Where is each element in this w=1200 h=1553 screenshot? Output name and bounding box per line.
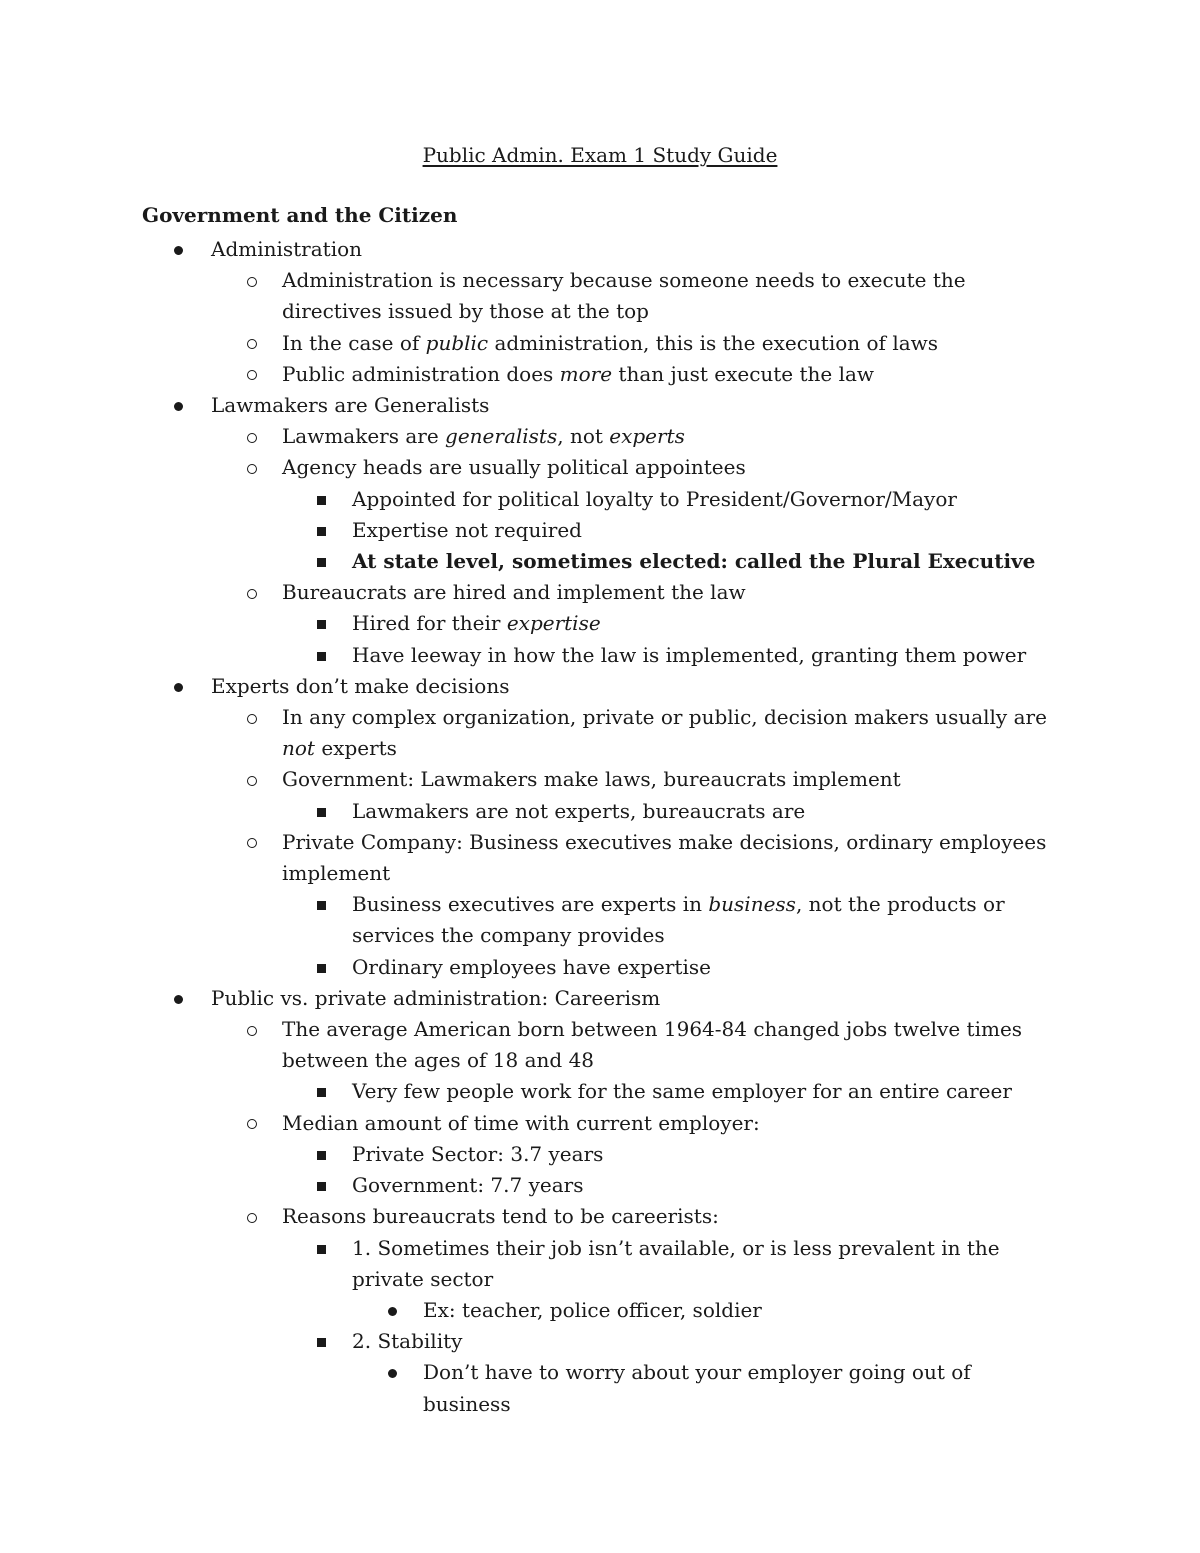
outline-item-level-2 [0, 452, 1057, 483]
circle-bullet-icon [247, 764, 257, 795]
circle-bullet-icon [247, 421, 257, 452]
square-bullet-icon [317, 546, 326, 577]
square-bullet-icon [317, 952, 326, 983]
square-bullet-icon [317, 608, 326, 639]
outline-item-level-3 [0, 484, 1052, 515]
square-bullet-icon [317, 640, 326, 671]
outline-item-level-1 [0, 671, 1061, 702]
outline-item-text: Lawmakers are [282, 424, 446, 449]
outline-item-text: more [559, 361, 613, 386]
circle-bullet-icon [247, 1014, 257, 1045]
outline-item-text: In any complex organization, private or public, decision makers usually are [282, 705, 1047, 730]
square-bullet-icon [317, 1076, 326, 1107]
circle-bullet-icon [247, 577, 257, 608]
outline-item-level-3 [0, 1139, 1052, 1170]
square-bullet-icon [317, 484, 326, 515]
outline-item-text: public [425, 330, 489, 355]
outline-item-level-4 [0, 1295, 1063, 1326]
outline-item-level-2 [0, 265, 1057, 327]
outline-item-text: Bureaucrats are hired and implement the law [282, 580, 746, 605]
circle-bullet-icon [247, 359, 257, 390]
outline-item-text: Very few people work for the same employer for an entire career [352, 1079, 1012, 1104]
page-title: Public Admin. Exam 1 Study Guide [422, 143, 778, 167]
outline-item-text: The average American born between 1964-84 changed jobs twelve times between the ages of 18 and 48 [282, 1017, 1023, 1073]
section-heading: Government and the Citizen [142, 203, 458, 227]
outline-item-level-4 [0, 1357, 1063, 1419]
circle-bullet-icon [247, 1108, 257, 1139]
outline-item-level-3 [0, 889, 1052, 951]
outline-item-text: 2. Stability [352, 1329, 463, 1354]
outline-item-text: administration, this is the execution of laws [488, 330, 939, 355]
outline-item-text: expertise [506, 611, 601, 636]
outline-item-level-3 [0, 1326, 1052, 1357]
outline-item-text: business [708, 892, 796, 917]
outline-item-text: Lawmakers are Generalists [211, 393, 490, 418]
outline-item-level-3 [0, 1076, 1052, 1107]
outline-item-text: experts [314, 736, 397, 761]
outline-item-text: , not the products or services the company provides [352, 892, 1005, 948]
outline-item-text: Private Company: Business executives make decisions, ordinary employees implement [282, 829, 1047, 886]
outline-item-text: Agency heads are usually political appointees [282, 455, 746, 480]
outline-item-text: Administration is necessary because someone needs to execute the directives issued by those at the top [282, 268, 966, 324]
circle-bullet-icon [247, 328, 257, 359]
outline-item-text: Have leeway in how the law is implemented, granting them power [352, 642, 1027, 667]
outline-item-level-1 [0, 390, 1061, 421]
outline-item-text: than just execute the law [612, 361, 875, 386]
outline-item-level-3 [0, 515, 1052, 546]
outline-item-text: Government: Lawmakers make laws, bureaucrats implement [282, 767, 901, 792]
outline-item-level-3 [0, 796, 1052, 827]
outline-item-text: Don’t have to worry about your employer going out of business [423, 1360, 971, 1416]
square-bullet-icon [317, 515, 326, 546]
outline-item-text: Hired for their [352, 611, 507, 636]
outline-item-text: Expertise not required [352, 517, 582, 542]
outline-item-text: Business executives are experts in [352, 892, 709, 917]
outline-list [0, 234, 1200, 1420]
outline-item-text: Reasons bureaucrats tend to be careerists: [282, 1204, 719, 1229]
outline-item-text: not [282, 736, 315, 761]
outline-item-level-2 [0, 1201, 1057, 1232]
dot-bullet-icon [174, 671, 183, 702]
outline-item-text: At state level, sometimes elected: called the Plural Executive [352, 549, 1036, 574]
outline-item-text: Government: 7.7 years [352, 1173, 584, 1198]
outline-item-level-1 [0, 983, 1061, 1014]
outline-item-level-3 [0, 546, 1052, 577]
outline-item-level-1 [0, 234, 1061, 265]
outline-item-text: , not [557, 424, 610, 449]
square-bullet-icon [317, 1233, 326, 1264]
square-bullet-icon [317, 1326, 326, 1357]
outline-item-level-2 [0, 1014, 1057, 1076]
square-bullet-icon [317, 1139, 326, 1170]
outline-item-text: Public administration does [282, 361, 560, 386]
outline-item-level-2 [0, 328, 1057, 359]
outline-item-text: In the case of [282, 330, 426, 355]
outline-item-text: Median amount of time with current employer: [282, 1110, 760, 1135]
outline-item-level-2 [0, 764, 1057, 795]
outline-item-text: generalists [445, 424, 558, 449]
outline-item-level-3 [0, 1170, 1052, 1201]
circle-bullet-icon [247, 452, 257, 483]
outline-item-text: 1. Sometimes their job isn’t available, or is less prevalent in the private sector [352, 1235, 1000, 1291]
outline-item-level-2 [0, 359, 1057, 390]
circle-bullet-icon [247, 702, 257, 733]
outline-item-level-3 [0, 1233, 1052, 1295]
outline-item-level-2 [0, 421, 1057, 452]
outline-item-level-2 [0, 702, 1057, 764]
circle-bullet-icon [247, 1201, 257, 1232]
outline-item-text: Lawmakers are not experts, bureaucrats are [352, 798, 806, 823]
outline-item-text: Administration [211, 237, 363, 261]
outline-item-text: Ex: teacher, police officer, soldier [423, 1297, 762, 1322]
outline-item-text: Public vs. private administration: Careerism [211, 985, 661, 1010]
dot-bullet-icon [388, 1357, 397, 1388]
dot-bullet-icon [174, 983, 183, 1014]
outline-item-level-3 [0, 640, 1052, 671]
outline-item-level-3 [0, 608, 1052, 639]
dot-bullet-icon [174, 234, 183, 265]
outline-item-text: Appointed for political loyalty to President/Governor/Mayor [352, 486, 957, 511]
square-bullet-icon [317, 889, 326, 920]
square-bullet-icon [317, 1170, 326, 1201]
outline-item-text: Ordinary employees have expertise [352, 954, 711, 979]
outline-item-text: experts [609, 424, 685, 449]
outline-item-level-3 [0, 952, 1052, 983]
outline-item-text: Private Sector: 3.7 years [352, 1141, 604, 1166]
circle-bullet-icon [247, 827, 257, 858]
outline-item-level-2 [0, 827, 1057, 889]
outline-item-level-2 [0, 577, 1057, 608]
dot-bullet-icon [388, 1295, 397, 1326]
square-bullet-icon [317, 796, 326, 827]
dot-bullet-icon [174, 390, 183, 421]
outline-item-level-2 [0, 1108, 1057, 1139]
outline-item-text: Experts don’t make decisions [211, 673, 510, 698]
circle-bullet-icon [247, 265, 257, 296]
